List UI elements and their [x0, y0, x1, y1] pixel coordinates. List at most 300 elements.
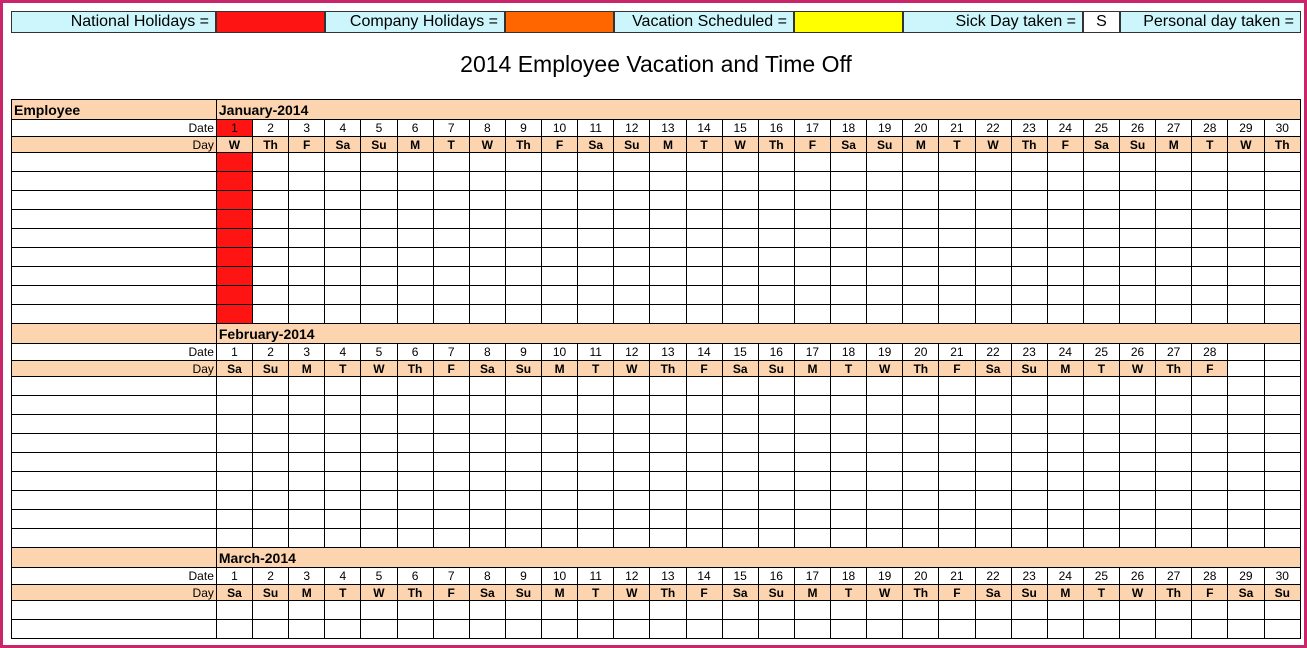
day-entry-cell[interactable]: [975, 472, 1011, 491]
day-entry-cell[interactable]: [794, 210, 830, 229]
day-entry-cell[interactable]: [686, 286, 722, 305]
day-entry-cell[interactable]: [289, 305, 325, 324]
day-entry-cell[interactable]: [1120, 620, 1156, 639]
day-entry-cell[interactable]: [469, 529, 505, 548]
day-entry-cell[interactable]: [469, 305, 505, 324]
day-entry-cell[interactable]: [469, 620, 505, 639]
day-entry-cell[interactable]: [1047, 415, 1083, 434]
day-entry-cell[interactable]: [794, 377, 830, 396]
day-entry-cell[interactable]: [1228, 153, 1264, 172]
day-entry-cell[interactable]: [1192, 229, 1228, 248]
day-entry-cell[interactable]: [578, 415, 614, 434]
day-entry-cell[interactable]: [867, 620, 903, 639]
day-entry-cell[interactable]: [253, 267, 289, 286]
day-entry-cell[interactable]: [686, 453, 722, 472]
day-entry-cell[interactable]: [1047, 172, 1083, 191]
day-entry-cell[interactable]: [253, 453, 289, 472]
day-entry-cell[interactable]: [1047, 191, 1083, 210]
day-entry-cell[interactable]: [433, 491, 469, 510]
day-entry-cell[interactable]: [1264, 491, 1301, 510]
day-entry-cell[interactable]: [361, 434, 397, 453]
day-entry-cell[interactable]: [722, 191, 758, 210]
day-entry-cell[interactable]: [216, 491, 252, 510]
day-entry-cell[interactable]: [542, 377, 578, 396]
day-entry-cell[interactable]: [433, 453, 469, 472]
day-entry-cell[interactable]: [1264, 415, 1301, 434]
day-entry-cell[interactable]: [542, 510, 578, 529]
day-entry-cell[interactable]: [614, 491, 650, 510]
day-entry-cell[interactable]: [1083, 415, 1119, 434]
day-entry-cell[interactable]: [867, 267, 903, 286]
day-entry-cell[interactable]: [686, 601, 722, 620]
day-entry-cell[interactable]: [253, 601, 289, 620]
day-entry-cell[interactable]: [758, 472, 794, 491]
day-entry-cell[interactable]: [758, 191, 794, 210]
day-entry-cell[interactable]: [469, 377, 505, 396]
day-entry-cell[interactable]: [433, 434, 469, 453]
day-entry-cell[interactable]: [542, 172, 578, 191]
day-entry-cell[interactable]: [686, 415, 722, 434]
day-entry-cell[interactable]: [722, 229, 758, 248]
day-entry-cell[interactable]: [505, 601, 541, 620]
day-entry-cell[interactable]: [361, 229, 397, 248]
day-entry-cell[interactable]: [1011, 172, 1047, 191]
day-entry-cell[interactable]: [325, 472, 361, 491]
day-entry-cell[interactable]: [1120, 172, 1156, 191]
day-entry-cell[interactable]: [794, 229, 830, 248]
day-entry-cell[interactable]: [216, 229, 252, 248]
day-entry-cell[interactable]: [289, 620, 325, 639]
day-entry-cell[interactable]: [397, 286, 433, 305]
day-entry-cell[interactable]: [325, 601, 361, 620]
day-entry-cell[interactable]: [758, 453, 794, 472]
day-entry-cell[interactable]: [650, 510, 686, 529]
day-entry-cell[interactable]: [1264, 529, 1301, 548]
day-entry-cell[interactable]: [397, 601, 433, 620]
day-entry-cell[interactable]: [1156, 529, 1192, 548]
day-entry-cell[interactable]: [614, 286, 650, 305]
day-entry-cell[interactable]: [1120, 453, 1156, 472]
day-entry-cell[interactable]: [361, 191, 397, 210]
day-entry-cell[interactable]: [1011, 377, 1047, 396]
day-entry-cell[interactable]: [542, 434, 578, 453]
day-entry-cell[interactable]: [433, 472, 469, 491]
day-entry-cell[interactable]: [469, 396, 505, 415]
day-entry-cell[interactable]: [1156, 153, 1192, 172]
day-entry-cell[interactable]: [253, 286, 289, 305]
day-entry-cell[interactable]: [1047, 453, 1083, 472]
day-entry-cell[interactable]: [325, 396, 361, 415]
employee-name-cell[interactable]: [12, 601, 217, 620]
day-entry-cell[interactable]: [939, 377, 975, 396]
day-entry-cell[interactable]: [578, 491, 614, 510]
day-entry-cell[interactable]: [433, 172, 469, 191]
day-entry-cell[interactable]: [397, 229, 433, 248]
day-entry-cell[interactable]: [794, 434, 830, 453]
day-entry-cell[interactable]: [1011, 529, 1047, 548]
day-entry-cell[interactable]: [325, 415, 361, 434]
day-entry-cell[interactable]: [469, 229, 505, 248]
day-entry-cell[interactable]: [614, 229, 650, 248]
day-entry-cell[interactable]: [831, 229, 867, 248]
day-entry-cell[interactable]: [1156, 396, 1192, 415]
employee-name-cell[interactable]: [12, 472, 217, 491]
day-entry-cell[interactable]: [216, 377, 252, 396]
day-entry-cell[interactable]: [289, 172, 325, 191]
day-entry-cell[interactable]: [975, 396, 1011, 415]
day-entry-cell[interactable]: [1264, 191, 1301, 210]
day-entry-cell[interactable]: [1011, 491, 1047, 510]
day-entry-cell[interactable]: [650, 396, 686, 415]
day-entry-cell[interactable]: [325, 491, 361, 510]
day-entry-cell[interactable]: [794, 472, 830, 491]
day-entry-cell[interactable]: [614, 415, 650, 434]
employee-name-cell[interactable]: [12, 305, 217, 324]
day-entry-cell[interactable]: [1047, 396, 1083, 415]
day-entry-cell[interactable]: [505, 415, 541, 434]
day-entry-cell[interactable]: [1047, 491, 1083, 510]
day-entry-cell[interactable]: [1120, 191, 1156, 210]
employee-name-cell[interactable]: [12, 415, 217, 434]
day-entry-cell[interactable]: [325, 172, 361, 191]
day-entry-cell[interactable]: [1011, 415, 1047, 434]
day-entry-cell[interactable]: [578, 453, 614, 472]
day-entry-cell[interactable]: [650, 305, 686, 324]
day-entry-cell[interactable]: [1011, 248, 1047, 267]
employee-name-cell[interactable]: [12, 248, 217, 267]
day-entry-cell[interactable]: [216, 191, 252, 210]
day-entry-cell[interactable]: [794, 248, 830, 267]
day-entry-cell[interactable]: [361, 396, 397, 415]
day-entry-cell[interactable]: [578, 396, 614, 415]
day-entry-cell[interactable]: [1120, 472, 1156, 491]
day-entry-cell[interactable]: [505, 248, 541, 267]
employee-name-cell[interactable]: [12, 377, 217, 396]
day-entry-cell[interactable]: [686, 377, 722, 396]
day-entry-cell[interactable]: [325, 210, 361, 229]
day-entry-cell[interactable]: [542, 153, 578, 172]
day-entry-cell[interactable]: [469, 601, 505, 620]
day-entry-cell[interactable]: [397, 434, 433, 453]
day-entry-cell[interactable]: [758, 210, 794, 229]
day-entry-cell[interactable]: [1228, 210, 1264, 229]
day-entry-cell[interactable]: [433, 229, 469, 248]
day-entry-cell[interactable]: [867, 153, 903, 172]
day-entry-cell[interactable]: [216, 153, 252, 172]
day-entry-cell[interactable]: [397, 396, 433, 415]
day-entry-cell[interactable]: [1156, 491, 1192, 510]
day-entry-cell[interactable]: [253, 529, 289, 548]
day-entry-cell[interactable]: [614, 529, 650, 548]
day-entry-cell[interactable]: [433, 210, 469, 229]
day-entry-cell[interactable]: [722, 248, 758, 267]
day-entry-cell[interactable]: [542, 229, 578, 248]
day-entry-cell[interactable]: [289, 210, 325, 229]
day-entry-cell[interactable]: [1156, 601, 1192, 620]
day-entry-cell[interactable]: [794, 529, 830, 548]
employee-name-cell[interactable]: [12, 453, 217, 472]
day-entry-cell[interactable]: [1011, 620, 1047, 639]
day-entry-cell[interactable]: [1047, 305, 1083, 324]
day-entry-cell[interactable]: [1047, 620, 1083, 639]
day-entry-cell[interactable]: [361, 415, 397, 434]
day-entry-cell[interactable]: [505, 491, 541, 510]
day-entry-cell[interactable]: [939, 529, 975, 548]
day-entry-cell[interactable]: [505, 191, 541, 210]
day-entry-cell[interactable]: [975, 434, 1011, 453]
day-entry-cell[interactable]: [650, 434, 686, 453]
day-entry-cell[interactable]: [289, 491, 325, 510]
day-entry-cell[interactable]: [975, 210, 1011, 229]
day-entry-cell[interactable]: [1264, 620, 1301, 639]
day-entry-cell[interactable]: [758, 305, 794, 324]
day-entry-cell[interactable]: [397, 491, 433, 510]
day-entry-cell[interactable]: [542, 305, 578, 324]
day-entry-cell[interactable]: [1083, 248, 1119, 267]
day-entry-cell[interactable]: [1083, 172, 1119, 191]
day-entry-cell[interactable]: [867, 229, 903, 248]
day-entry-cell[interactable]: [614, 153, 650, 172]
day-entry-cell[interactable]: [578, 510, 614, 529]
employee-name-cell[interactable]: [12, 267, 217, 286]
day-entry-cell[interactable]: [1011, 153, 1047, 172]
day-entry-cell[interactable]: [397, 172, 433, 191]
day-entry-cell[interactable]: [289, 529, 325, 548]
day-entry-cell[interactable]: [686, 529, 722, 548]
day-entry-cell[interactable]: [758, 491, 794, 510]
day-entry-cell[interactable]: [1011, 510, 1047, 529]
day-entry-cell[interactable]: [722, 305, 758, 324]
day-entry-cell[interactable]: [975, 305, 1011, 324]
day-entry-cell[interactable]: [794, 286, 830, 305]
day-entry-cell[interactable]: [216, 396, 252, 415]
day-entry-cell[interactable]: [614, 472, 650, 491]
day-entry-cell[interactable]: [578, 305, 614, 324]
day-entry-cell[interactable]: [505, 153, 541, 172]
day-entry-cell[interactable]: [1120, 510, 1156, 529]
day-entry-cell[interactable]: [397, 153, 433, 172]
day-entry-cell[interactable]: [794, 172, 830, 191]
day-entry-cell[interactable]: [253, 491, 289, 510]
day-entry-cell[interactable]: [1083, 434, 1119, 453]
day-entry-cell[interactable]: [758, 248, 794, 267]
day-entry-cell[interactable]: [1083, 305, 1119, 324]
day-entry-cell[interactable]: [1264, 172, 1301, 191]
day-entry-cell[interactable]: [1120, 305, 1156, 324]
day-entry-cell[interactable]: [253, 620, 289, 639]
day-entry-cell[interactable]: [361, 210, 397, 229]
day-entry-cell[interactable]: [253, 396, 289, 415]
day-entry-cell[interactable]: [216, 305, 252, 324]
day-entry-cell[interactable]: [686, 172, 722, 191]
day-entry-cell[interactable]: [1192, 620, 1228, 639]
day-entry-cell[interactable]: [1192, 377, 1228, 396]
day-entry-cell[interactable]: [1192, 415, 1228, 434]
day-entry-cell[interactable]: [361, 248, 397, 267]
day-entry-cell[interactable]: [1083, 286, 1119, 305]
day-entry-cell[interactable]: [216, 286, 252, 305]
day-entry-cell[interactable]: [1120, 491, 1156, 510]
day-entry-cell[interactable]: [1192, 267, 1228, 286]
day-entry-cell[interactable]: [831, 620, 867, 639]
day-entry-cell[interactable]: [1228, 267, 1264, 286]
day-entry-cell[interactable]: [903, 286, 939, 305]
day-entry-cell[interactable]: [614, 601, 650, 620]
day-entry-cell[interactable]: [903, 491, 939, 510]
day-entry-cell[interactable]: [325, 229, 361, 248]
day-entry-cell[interactable]: [650, 472, 686, 491]
day-entry-cell[interactable]: [253, 415, 289, 434]
day-entry-cell[interactable]: [397, 510, 433, 529]
day-entry-cell[interactable]: [831, 172, 867, 191]
day-entry-cell[interactable]: [1156, 415, 1192, 434]
day-entry-cell[interactable]: [903, 601, 939, 620]
day-entry-cell[interactable]: [975, 172, 1011, 191]
day-entry-cell[interactable]: [1156, 210, 1192, 229]
day-entry-cell[interactable]: [831, 377, 867, 396]
day-entry-cell[interactable]: [722, 377, 758, 396]
employee-name-cell[interactable]: [12, 286, 217, 305]
day-entry-cell[interactable]: [903, 172, 939, 191]
day-entry-cell[interactable]: [253, 153, 289, 172]
day-entry-cell[interactable]: [1192, 286, 1228, 305]
day-entry-cell[interactable]: [1228, 172, 1264, 191]
day-entry-cell[interactable]: [397, 191, 433, 210]
day-entry-cell[interactable]: [867, 172, 903, 191]
day-entry-cell[interactable]: [1264, 210, 1301, 229]
day-entry-cell[interactable]: [614, 172, 650, 191]
day-entry-cell[interactable]: [1192, 191, 1228, 210]
day-entry-cell[interactable]: [325, 510, 361, 529]
day-entry-cell[interactable]: [433, 248, 469, 267]
day-entry-cell[interactable]: [216, 267, 252, 286]
day-entry-cell[interactable]: [903, 529, 939, 548]
day-entry-cell[interactable]: [1047, 248, 1083, 267]
day-entry-cell[interactable]: [614, 191, 650, 210]
day-entry-cell[interactable]: [975, 529, 1011, 548]
day-entry-cell[interactable]: [1083, 267, 1119, 286]
employee-name-cell[interactable]: [12, 229, 217, 248]
day-entry-cell[interactable]: [578, 153, 614, 172]
day-entry-cell[interactable]: [505, 472, 541, 491]
day-entry-cell[interactable]: [903, 415, 939, 434]
day-entry-cell[interactable]: [433, 267, 469, 286]
day-entry-cell[interactable]: [325, 191, 361, 210]
day-entry-cell[interactable]: [722, 491, 758, 510]
day-entry-cell[interactable]: [1264, 267, 1301, 286]
day-entry-cell[interactable]: [1228, 472, 1264, 491]
day-entry-cell[interactable]: [216, 415, 252, 434]
day-entry-cell[interactable]: [867, 286, 903, 305]
day-entry-cell[interactable]: [1156, 453, 1192, 472]
day-entry-cell[interactable]: [794, 191, 830, 210]
day-entry-cell[interactable]: [831, 191, 867, 210]
day-entry-cell[interactable]: [505, 305, 541, 324]
day-entry-cell[interactable]: [253, 472, 289, 491]
day-entry-cell[interactable]: [758, 172, 794, 191]
day-entry-cell[interactable]: [361, 267, 397, 286]
day-entry-cell[interactable]: [1228, 453, 1264, 472]
day-entry-cell[interactable]: [1228, 396, 1264, 415]
day-entry-cell[interactable]: [433, 601, 469, 620]
day-entry-cell[interactable]: [1047, 286, 1083, 305]
day-entry-cell[interactable]: [867, 305, 903, 324]
day-entry-cell[interactable]: [975, 491, 1011, 510]
day-entry-cell[interactable]: [1083, 491, 1119, 510]
day-entry-cell[interactable]: [758, 286, 794, 305]
day-entry-cell[interactable]: [325, 305, 361, 324]
day-entry-cell[interactable]: [578, 248, 614, 267]
day-entry-cell[interactable]: [469, 491, 505, 510]
day-entry-cell[interactable]: [1083, 377, 1119, 396]
day-entry-cell[interactable]: [469, 286, 505, 305]
day-entry-cell[interactable]: [1264, 229, 1301, 248]
day-entry-cell[interactable]: [1156, 620, 1192, 639]
day-entry-cell[interactable]: [903, 210, 939, 229]
day-entry-cell[interactable]: [1192, 601, 1228, 620]
day-entry-cell[interactable]: [867, 248, 903, 267]
day-entry-cell[interactable]: [975, 510, 1011, 529]
day-entry-cell[interactable]: [722, 153, 758, 172]
day-entry-cell[interactable]: [505, 377, 541, 396]
day-entry-cell[interactable]: [939, 286, 975, 305]
day-entry-cell[interactable]: [1083, 620, 1119, 639]
day-entry-cell[interactable]: [903, 191, 939, 210]
day-entry-cell[interactable]: [1228, 286, 1264, 305]
day-entry-cell[interactable]: [1192, 153, 1228, 172]
day-entry-cell[interactable]: [686, 434, 722, 453]
day-entry-cell[interactable]: [397, 248, 433, 267]
day-entry-cell[interactable]: [794, 491, 830, 510]
day-entry-cell[interactable]: [433, 510, 469, 529]
day-entry-cell[interactable]: [831, 491, 867, 510]
day-entry-cell[interactable]: [1083, 472, 1119, 491]
day-entry-cell[interactable]: [1192, 434, 1228, 453]
day-entry-cell[interactable]: [686, 248, 722, 267]
day-entry-cell[interactable]: [867, 396, 903, 415]
day-entry-cell[interactable]: [758, 267, 794, 286]
day-entry-cell[interactable]: [542, 453, 578, 472]
day-entry-cell[interactable]: [903, 510, 939, 529]
day-entry-cell[interactable]: [903, 267, 939, 286]
day-entry-cell[interactable]: [542, 620, 578, 639]
day-entry-cell[interactable]: [650, 415, 686, 434]
day-entry-cell[interactable]: [1156, 267, 1192, 286]
day-entry-cell[interactable]: [1011, 229, 1047, 248]
day-entry-cell[interactable]: [1228, 377, 1264, 396]
day-entry-cell[interactable]: [939, 191, 975, 210]
day-entry-cell[interactable]: [505, 210, 541, 229]
day-entry-cell[interactable]: [867, 434, 903, 453]
day-entry-cell[interactable]: [1228, 415, 1264, 434]
day-entry-cell[interactable]: [361, 377, 397, 396]
day-entry-cell[interactable]: [1192, 510, 1228, 529]
employee-name-cell[interactable]: [12, 172, 217, 191]
day-entry-cell[interactable]: [469, 267, 505, 286]
day-entry-cell[interactable]: [831, 267, 867, 286]
day-entry-cell[interactable]: [831, 472, 867, 491]
day-entry-cell[interactable]: [469, 472, 505, 491]
day-entry-cell[interactable]: [614, 210, 650, 229]
day-entry-cell[interactable]: [650, 286, 686, 305]
day-entry-cell[interactable]: [1228, 248, 1264, 267]
day-entry-cell[interactable]: [289, 267, 325, 286]
day-entry-cell[interactable]: [939, 453, 975, 472]
day-entry-cell[interactable]: [1047, 377, 1083, 396]
day-entry-cell[interactable]: [1047, 601, 1083, 620]
day-entry-cell[interactable]: [903, 153, 939, 172]
day-entry-cell[interactable]: [758, 434, 794, 453]
